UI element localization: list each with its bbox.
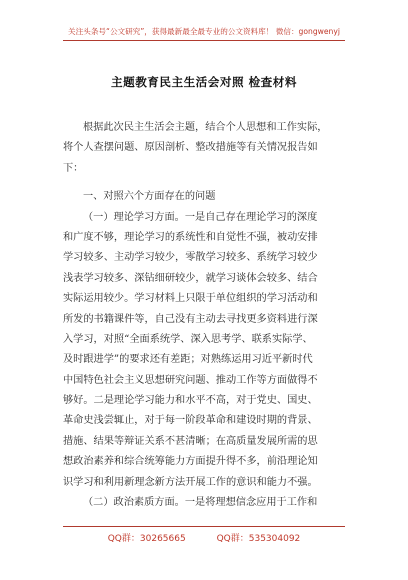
section-heading: 一、对照六个方面存在的问题 — [83, 191, 216, 203]
paragraph-line: 中国特色社会主义思想研究问题、推动工作等方面做得不 — [63, 374, 318, 386]
paragraph-line: 够好。二是理论学习能力和水平不高，对于党史、国史、 — [63, 395, 318, 407]
paragraph-line: 识学习和利用新理念新方法开展工作的意识和能力不强。 — [63, 476, 318, 488]
intro-line: 根据此次民主生活会主题，结合个人思想和工作实际， — [83, 122, 328, 133]
paragraph-line: 想政治素养和综合统筹能力方面提升得不多，前沿理论知 — [63, 456, 318, 468]
paragraph-line: 及时跟进学”的要求还有差距；对熟练运用习近平新时代 — [63, 354, 313, 366]
paragraph-gap — [63, 179, 345, 187]
paragraph-line: （一）理论学习方面。一是自己存在理论学习的深度 — [83, 211, 318, 223]
intro-line: 将个人查摆问题、原因剖析、整改措施等有关情况报告如 — [63, 142, 318, 154]
footer-divider — [63, 526, 345, 527]
footer — [0, 531, 408, 544]
paragraph-line: 和广度不够，理论学习的系统性和自觉性不强，被动安排 — [63, 231, 318, 243]
paragraph-line: 所发的书籍课件等，自己没有主动去寻找更多资料进行深 — [63, 313, 318, 325]
paragraph-line: 学习较多、主动学习较少，零散学习较多、系统学习较少 — [63, 252, 318, 264]
paragraph-line: 浅表学习较多、深钻细研较少，就学习谈体会较多、结合 — [63, 272, 318, 284]
paragraph-line: （二）政治素质方面。一是将理想信念应用于工作和 — [83, 497, 318, 509]
intro-line: 下： — [63, 162, 84, 174]
document-body — [63, 118, 345, 513]
footer-qq-group-1: QQ群：30265665 — [107, 534, 186, 544]
footer-qq-group-2: QQ群：535304092 — [216, 534, 301, 544]
header-note: 关注头条号“公文研究”，获得最新最全最专业的公文资料库！ 微信：gongwenyj — [68, 27, 340, 36]
header-divider — [63, 40, 345, 41]
paragraph-line: 实际运用较少。学习材料上只限于单位组织的学习活动和 — [63, 293, 318, 305]
document-title: 主题教育民主生活会对照 检查材料 — [111, 75, 297, 89]
paragraph-line: 革命史浅尝辄止，对于每一阶段革命和建设时期的背景、 — [63, 415, 318, 427]
paragraph-line: 入学习，对照“全面系统学、深入思考学、联系实际学、 — [63, 333, 313, 345]
paragraph-line: 措施、结果等辩证关系不甚清晰；在高质量发展所需的思 — [63, 435, 318, 447]
